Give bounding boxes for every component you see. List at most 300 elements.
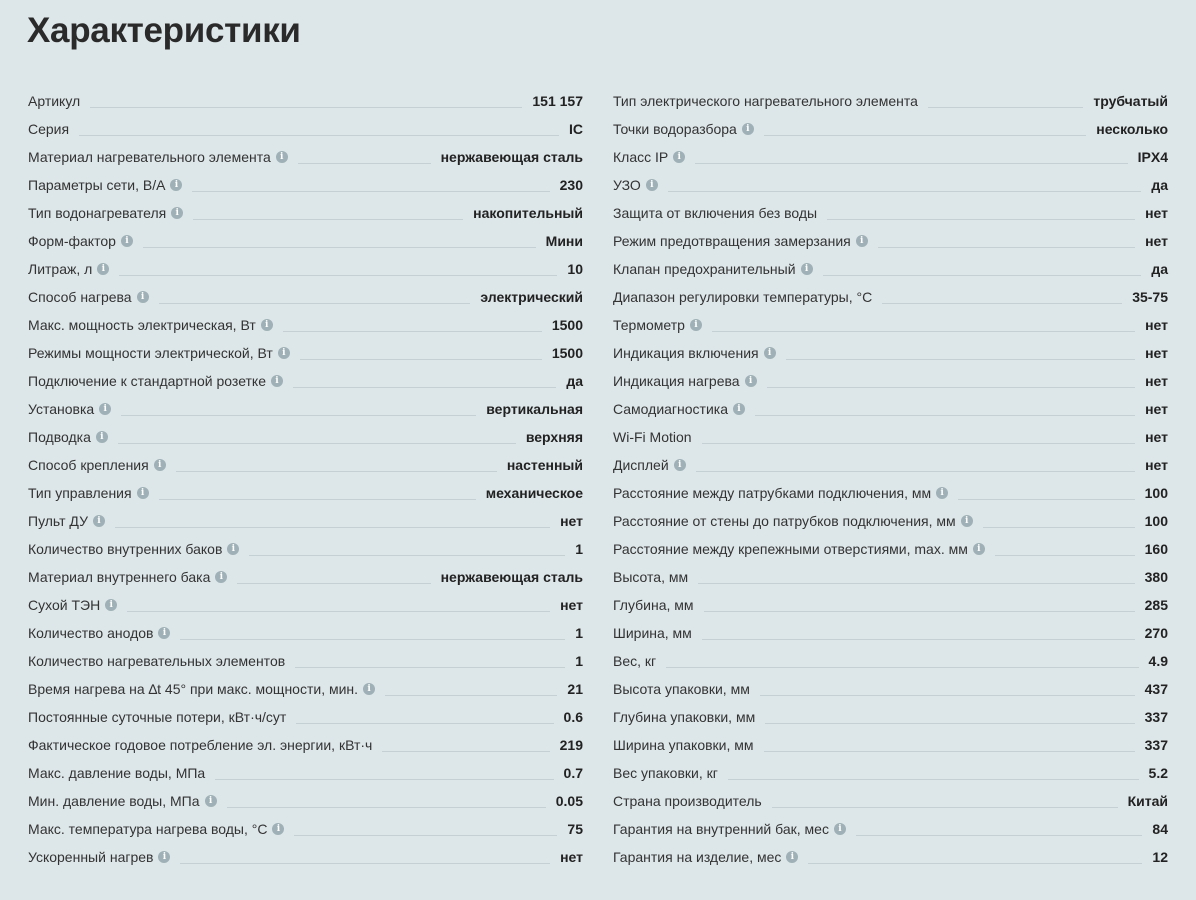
spec-label-text: Тип электрического нагревательного элемента — [613, 93, 918, 109]
spec-label-text: Страна производитель — [613, 793, 762, 809]
info-icon[interactable]: i — [278, 347, 290, 359]
leader-line — [298, 163, 431, 164]
info-icon[interactable]: i — [742, 123, 754, 135]
spec-row — [613, 618, 1168, 646]
spec-label — [28, 513, 105, 529]
spec-label-text: Серия — [28, 121, 70, 137]
leader-line — [249, 555, 565, 556]
spec-label — [28, 373, 283, 389]
spec-row — [613, 366, 1168, 394]
spec-label — [613, 569, 688, 585]
spec-label — [28, 737, 372, 753]
spec-row — [28, 646, 583, 674]
info-icon[interactable]: i — [973, 543, 985, 555]
leader-line — [293, 387, 556, 388]
spec-label — [613, 93, 918, 109]
spec-row — [613, 674, 1168, 702]
leader-line — [928, 107, 1083, 108]
spec-row — [28, 758, 583, 786]
spec-value: да — [566, 373, 583, 389]
info-icon[interactable]: i — [215, 571, 227, 583]
leader-line — [159, 303, 471, 304]
info-icon[interactable]: i — [261, 319, 273, 331]
info-icon[interactable]: i — [154, 459, 166, 471]
spec-label — [28, 289, 149, 305]
spec-label — [28, 597, 117, 613]
spec-label — [613, 821, 846, 837]
info-icon[interactable]: i — [745, 375, 757, 387]
spec-value: нет — [1145, 429, 1168, 445]
leader-line — [704, 611, 1135, 612]
spec-label — [28, 625, 170, 641]
spec-value: нет — [560, 597, 583, 613]
spec-row — [613, 198, 1168, 226]
spec-row — [613, 142, 1168, 170]
spec-label — [613, 261, 813, 277]
spec-label — [28, 681, 375, 697]
spec-value: нет — [1145, 401, 1168, 417]
spec-value: электрический — [480, 289, 583, 305]
spec-row — [28, 562, 583, 590]
spec-value: 1500 — [551, 317, 583, 333]
spec-value: 1 — [575, 625, 583, 641]
info-icon[interactable]: i — [764, 347, 776, 359]
spec-row — [613, 842, 1168, 870]
spec-label — [28, 765, 205, 781]
leader-line — [878, 247, 1135, 248]
spec-value: вертикальная — [486, 401, 583, 417]
spec-label-text: Вес упаковки, кг — [613, 765, 718, 781]
leader-line — [702, 443, 1136, 444]
spec-row — [613, 730, 1168, 758]
spec-value: 21 — [567, 681, 583, 697]
spec-label — [613, 401, 745, 417]
spec-label — [613, 849, 798, 865]
leader-line — [668, 191, 1142, 192]
spec-label — [613, 121, 754, 137]
spec-label-text: Расстояние между патрубками подключения, мм — [613, 485, 932, 501]
spec-row — [28, 590, 583, 618]
leader-line — [696, 471, 1135, 472]
spec-row — [28, 394, 583, 422]
spec-value: IC — [569, 121, 583, 137]
spec-row — [613, 170, 1168, 198]
spec-label-text: Артикул — [28, 93, 81, 109]
spec-label-text: Wi-Fi Motion — [613, 429, 692, 445]
spec-label — [613, 737, 754, 753]
spec-label-text: Вес, кг — [613, 653, 657, 669]
spec-row — [28, 786, 583, 814]
spec-value: настенный — [506, 457, 583, 473]
spec-row — [28, 478, 583, 506]
info-icon[interactable]: i — [936, 487, 948, 499]
spec-label — [28, 121, 69, 137]
spec-label — [613, 233, 868, 249]
info-icon[interactable]: i — [171, 207, 183, 219]
spec-row — [613, 506, 1168, 534]
spec-label-text: Установка — [28, 401, 95, 417]
spec-value: да — [1151, 177, 1168, 193]
leader-line — [808, 863, 1142, 864]
spec-label — [28, 821, 284, 837]
spec-label — [28, 93, 80, 109]
info-icon[interactable]: i — [99, 403, 111, 415]
spec-value: 230 — [559, 177, 583, 193]
spec-label-text: Режим предотвращения замерзания — [613, 233, 851, 249]
spec-row — [613, 338, 1168, 366]
spec-value: трубчатый — [1093, 93, 1168, 109]
spec-row — [613, 422, 1168, 450]
spec-value: Мини — [545, 233, 583, 249]
spec-label — [613, 793, 762, 809]
spec-label — [613, 457, 686, 473]
spec-value: 84 — [1152, 821, 1168, 837]
spec-label-text: Количество нагревательных элементов — [28, 653, 286, 669]
spec-value: 10 — [567, 261, 583, 277]
spec-row — [613, 114, 1168, 142]
spec-label — [613, 765, 718, 781]
spec-row — [28, 618, 583, 646]
info-icon[interactable]: i — [170, 179, 182, 191]
spec-label — [613, 345, 776, 361]
leader-line — [983, 527, 1135, 528]
spec-row — [28, 310, 583, 338]
spec-value: 380 — [1144, 569, 1168, 585]
spec-row — [28, 842, 583, 870]
leader-line — [237, 583, 430, 584]
spec-label — [28, 709, 286, 725]
spec-row — [28, 226, 583, 254]
spec-label-text: Глубина упаковки, мм — [613, 709, 756, 725]
spec-label-text: Фактическое годовое потребление эл. энергии, кВт·ч — [28, 737, 373, 753]
spec-value: 1500 — [551, 345, 583, 361]
spec-value: механическое — [485, 485, 583, 501]
spec-label-text: Литраж, л — [28, 261, 93, 277]
spec-value: 285 — [1144, 597, 1168, 613]
spec-label-text: Способ крепления — [28, 457, 149, 473]
info-icon[interactable]: i — [786, 851, 798, 863]
spec-label-text: Тип водонагревателя — [28, 205, 167, 221]
leader-line — [765, 723, 1134, 724]
spec-label — [613, 541, 985, 557]
spec-value: 75 — [567, 821, 583, 837]
info-icon[interactable]: i — [674, 459, 686, 471]
spec-row — [613, 282, 1168, 310]
spec-label — [28, 653, 285, 669]
leader-line — [755, 415, 1135, 416]
leader-line — [728, 779, 1139, 780]
info-icon[interactable]: i — [137, 487, 149, 499]
leader-line — [283, 331, 542, 332]
leader-line — [827, 219, 1135, 220]
info-icon[interactable]: i — [673, 151, 685, 163]
spec-row — [613, 310, 1168, 338]
spec-value: нет — [1145, 205, 1168, 221]
spec-value: нет — [1145, 457, 1168, 473]
spec-label-text: Ускоренный нагрев — [28, 849, 154, 865]
spec-value: 437 — [1144, 681, 1168, 697]
spec-label — [613, 177, 658, 193]
spec-label-text: Макс. температура нагрева воды, °С — [28, 821, 268, 837]
spec-value: 0.6 — [563, 709, 583, 725]
leader-line — [295, 667, 565, 668]
spec-label — [613, 625, 692, 641]
leader-line — [294, 835, 557, 836]
spec-value: накопительный — [473, 205, 583, 221]
spec-value: 100 — [1144, 485, 1168, 501]
info-icon[interactable]: i — [733, 403, 745, 415]
spec-row — [28, 170, 583, 198]
info-icon[interactable]: i — [97, 263, 109, 275]
spec-label-text: Материал внутреннего бака — [28, 569, 211, 585]
leader-line — [695, 163, 1127, 164]
info-icon[interactable]: i — [363, 683, 375, 695]
spec-value: нет — [1145, 373, 1168, 389]
spec-label — [613, 373, 757, 389]
info-icon[interactable]: i — [137, 291, 149, 303]
spec-label — [28, 317, 273, 333]
spec-row — [28, 450, 583, 478]
info-icon[interactable]: i — [105, 599, 117, 611]
spec-label — [613, 485, 948, 501]
spec-value: 35-75 — [1132, 289, 1168, 305]
spec-label-text: Расстояние от стены до патрубков подключения, мм — [613, 513, 956, 529]
spec-label-text: Материал нагревательного элемента — [28, 149, 271, 165]
leader-line — [180, 639, 565, 640]
info-icon[interactable]: i — [205, 795, 217, 807]
spec-label-text: Самодиагностика — [613, 401, 729, 417]
spec-label-text: Подключение к стандартной розетке — [28, 373, 266, 389]
spec-value: 0.7 — [563, 765, 583, 781]
info-icon[interactable]: i — [856, 235, 868, 247]
spec-value: нет — [1145, 233, 1168, 249]
spec-label-text: Точки водоразбора — [613, 121, 737, 137]
spec-label-text: Защита от включения без воды — [613, 205, 818, 221]
spec-label-text: Тип управления — [28, 485, 132, 501]
spec-label — [613, 709, 755, 725]
info-icon[interactable]: i — [801, 263, 813, 275]
spec-row — [613, 226, 1168, 254]
spec-label-text: Ширина упаковки, мм — [613, 737, 754, 753]
spec-value: нет — [1145, 317, 1168, 333]
info-icon[interactable]: i — [271, 375, 283, 387]
spec-label-text: Гарантия на внутренний бак, мес — [613, 821, 829, 837]
spec-row — [613, 534, 1168, 562]
spec-value: нет — [1145, 345, 1168, 361]
leader-line — [786, 359, 1135, 360]
spec-row — [28, 114, 583, 142]
spec-label-text: Расстояние между крепежными отверстиями, max. мм — [613, 541, 968, 557]
spec-row — [28, 86, 583, 114]
spec-value: 270 — [1144, 625, 1168, 641]
spec-label — [28, 569, 227, 585]
spec-value: 100 — [1144, 513, 1168, 529]
spec-row — [28, 282, 583, 310]
spec-row — [613, 814, 1168, 842]
spec-value: нержавеющая сталь — [440, 569, 583, 585]
specs-column-right — [613, 86, 1168, 870]
spec-row — [28, 422, 583, 450]
leader-line — [79, 135, 559, 136]
spec-value: Китай — [1127, 793, 1168, 809]
spec-label-text: УЗО — [613, 177, 641, 193]
spec-label-text: Индикация нагрева — [613, 373, 740, 389]
page-title: Характеристики — [27, 11, 301, 50]
spec-row — [613, 562, 1168, 590]
leader-line — [300, 359, 542, 360]
leader-line — [856, 835, 1142, 836]
leader-line — [698, 583, 1135, 584]
spec-row — [613, 702, 1168, 730]
spec-row — [28, 534, 583, 562]
leader-line — [115, 527, 550, 528]
leader-line — [666, 667, 1138, 668]
leader-line — [296, 723, 553, 724]
info-icon[interactable]: i — [276, 151, 288, 163]
leader-line — [215, 779, 553, 780]
spec-value: несколько — [1096, 121, 1168, 137]
spec-label — [613, 597, 694, 613]
leader-line — [159, 499, 476, 500]
spec-label — [28, 345, 290, 361]
leader-line — [958, 499, 1135, 500]
spec-value: 219 — [559, 737, 583, 753]
specs-column-left — [28, 86, 583, 870]
spec-label-text: Высота упаковки, мм — [613, 681, 750, 697]
leader-line — [385, 695, 557, 696]
spec-label — [28, 233, 133, 249]
spec-value: 337 — [1144, 709, 1168, 725]
leader-line — [180, 863, 550, 864]
spec-label-text: Глубина, мм — [613, 597, 694, 613]
spec-label-text: Способ нагрева — [28, 289, 132, 305]
leader-line — [227, 807, 546, 808]
spec-value: 1 — [575, 653, 583, 669]
spec-label-text: Ширина, мм — [613, 625, 692, 641]
leader-line — [760, 695, 1135, 696]
spec-label — [28, 261, 109, 277]
spec-value: IPX4 — [1137, 149, 1168, 165]
leader-line — [712, 331, 1135, 332]
spec-label-text: Макс. мощность электрическая, Вт — [28, 317, 256, 333]
leader-line — [119, 275, 557, 276]
spec-label-text: Пульт ДУ — [28, 513, 88, 529]
spec-label-text: Время нагрева на ∆t 45° при макс. мощности, мин. — [28, 681, 359, 697]
spec-label-text: Количество анодов — [28, 625, 154, 641]
spec-label — [28, 457, 166, 473]
leader-line — [702, 639, 1135, 640]
spec-row — [613, 478, 1168, 506]
spec-row — [613, 758, 1168, 786]
spec-label — [28, 793, 217, 809]
leader-line — [143, 247, 536, 248]
spec-row — [28, 338, 583, 366]
spec-label-text: Подводка — [28, 429, 91, 445]
spec-row — [28, 674, 583, 702]
spec-value: 160 — [1144, 541, 1168, 557]
spec-label-text: Сухой ТЭН — [28, 597, 101, 613]
info-icon[interactable]: i — [121, 235, 133, 247]
spec-value: 4.9 — [1148, 653, 1168, 669]
leader-line — [382, 751, 549, 752]
leader-line — [823, 275, 1142, 276]
spec-label — [28, 177, 182, 193]
spec-label-text: Высота, мм — [613, 569, 689, 585]
spec-value: верхняя — [525, 429, 583, 445]
spec-value: 12 — [1152, 849, 1168, 865]
spec-label — [28, 401, 111, 417]
info-icon[interactable]: i — [646, 179, 658, 191]
spec-value: 0.05 — [555, 793, 583, 809]
spec-label — [28, 205, 183, 221]
info-icon[interactable]: i — [272, 823, 284, 835]
leader-line — [764, 135, 1086, 136]
info-icon[interactable]: i — [93, 515, 105, 527]
spec-label — [28, 849, 170, 865]
spec-row — [28, 506, 583, 534]
spec-row — [28, 198, 583, 226]
info-icon[interactable]: i — [227, 543, 239, 555]
spec-row — [613, 254, 1168, 282]
spec-value: нержавеющая сталь — [440, 149, 583, 165]
spec-label — [613, 513, 973, 529]
leader-line — [121, 415, 476, 416]
spec-row — [613, 590, 1168, 618]
spec-value: 151 157 — [532, 93, 583, 109]
info-icon[interactable]: i — [834, 823, 846, 835]
leader-line — [764, 751, 1135, 752]
info-icon[interactable]: i — [96, 431, 108, 443]
spec-value: 5.2 — [1148, 765, 1168, 781]
spec-value: 337 — [1144, 737, 1168, 753]
spec-label — [613, 429, 692, 445]
spec-label — [28, 429, 108, 445]
spec-label — [613, 149, 685, 165]
spec-label — [613, 681, 750, 697]
spec-label-text: Клапан предохранительный — [613, 261, 796, 277]
spec-label-text: Термометр — [613, 317, 685, 333]
leader-line — [882, 303, 1122, 304]
leader-line — [90, 107, 522, 108]
spec-row — [613, 646, 1168, 674]
info-icon[interactable]: i — [961, 515, 973, 527]
spec-label — [28, 541, 239, 557]
leader-line — [176, 471, 497, 472]
leader-line — [995, 555, 1135, 556]
spec-value: 1 — [575, 541, 583, 557]
leader-line — [118, 443, 516, 444]
spec-row — [613, 394, 1168, 422]
spec-label — [28, 149, 288, 165]
spec-value: нет — [560, 849, 583, 865]
spec-value: нет — [560, 513, 583, 529]
spec-label-text: Количество внутренних баков — [28, 541, 223, 557]
leader-line — [767, 387, 1136, 388]
info-icon[interactable]: i — [158, 627, 170, 639]
spec-label-text: Диапазон регулировки температуры, °С — [613, 289, 873, 305]
spec-row — [28, 366, 583, 394]
spec-row — [613, 786, 1168, 814]
leader-line — [192, 191, 549, 192]
leader-line — [772, 807, 1118, 808]
info-icon[interactable]: i — [690, 319, 702, 331]
spec-label — [28, 485, 149, 501]
info-icon[interactable]: i — [158, 851, 170, 863]
spec-row — [28, 702, 583, 730]
spec-row — [28, 814, 583, 842]
spec-label-text: Форм-фактор — [28, 233, 116, 249]
spec-label-text: Дисплей — [613, 457, 669, 473]
